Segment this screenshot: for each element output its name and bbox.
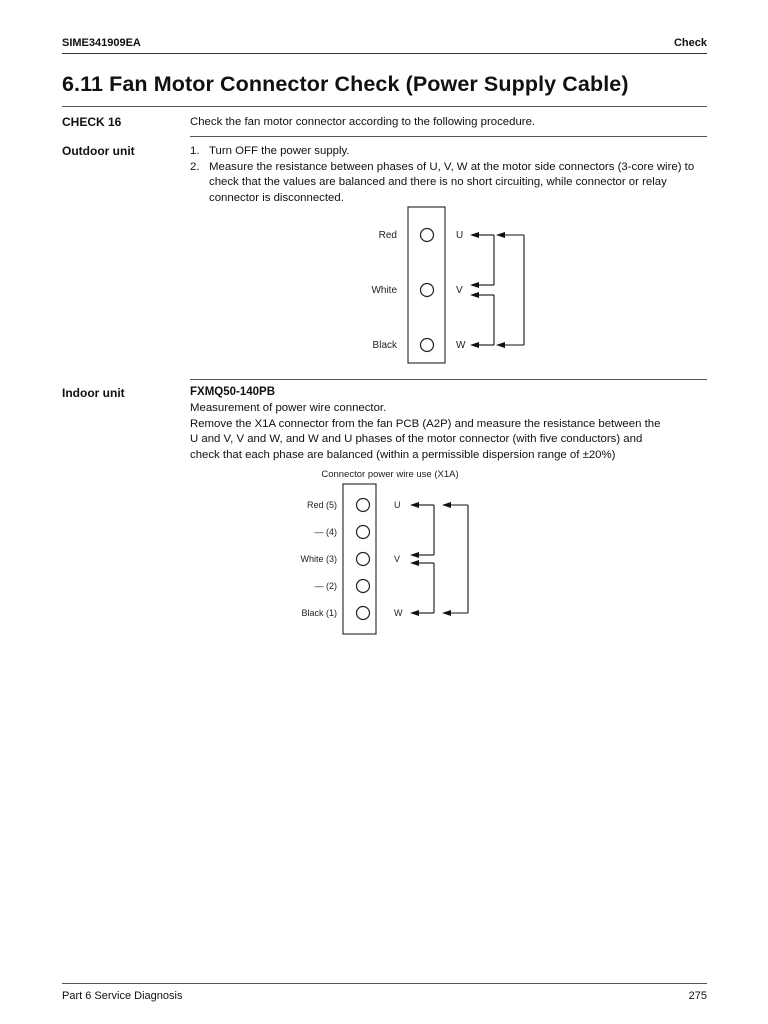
phase-label: W	[394, 608, 403, 618]
header-rule	[62, 53, 707, 54]
check-label: CHECK 16	[62, 115, 122, 129]
measurement-bracket	[478, 235, 524, 345]
outdoor-unit-label: Outdoor unit	[62, 144, 135, 158]
arrowheads	[410, 502, 451, 616]
diagram-caption: Connector power wire use (X1A)	[321, 469, 459, 480]
pin-label: — (4)	[314, 527, 337, 537]
indoor-paragraph	[190, 401, 710, 463]
page-title: 6.11 Fan Motor Connector Check (Power Supply Cable)	[62, 72, 629, 96]
phase-label: U	[394, 500, 401, 510]
phase-label: V	[456, 285, 463, 296]
wire-label: White	[371, 285, 397, 296]
footer-part: Part 6 Service Diagnosis	[62, 990, 183, 1002]
pin-circle	[357, 607, 370, 620]
section-name: Check	[673, 37, 707, 49]
pin-circle	[421, 284, 434, 297]
title-rule	[62, 106, 707, 107]
connector-housing	[343, 484, 376, 634]
indoor-connector-diagram	[290, 466, 490, 641]
footer-rule	[62, 983, 707, 984]
outdoor-steps-list	[190, 144, 710, 206]
measurement-bracket	[418, 505, 468, 613]
pin-label: Black (1)	[301, 608, 337, 618]
model-number: FXMQ50-140PB	[190, 386, 276, 398]
paragraph-line: Remove the X1A connector from the fan PCB (A2P) and measure the resistance between the	[190, 417, 661, 430]
phase-label: W	[456, 340, 466, 351]
pin-label: Red (5)	[306, 500, 337, 510]
pin-circle	[421, 339, 434, 352]
document-code: SIME341909EA	[62, 37, 141, 49]
pin-circle	[357, 553, 370, 566]
pin-label: White (3)	[300, 554, 337, 564]
page-number: 275	[688, 990, 707, 1002]
paragraph-line: U and V, V and W, and W and U phases of the motor connector (with five conductors) and	[190, 433, 643, 445]
step-text: Measure the resistance between phases of U, V, W at the motor side connectors (3-core wire) to check that the values are balanced and there is no short circuiting, while connector or relay connector is disconnected.	[209, 160, 695, 204]
pin-circle	[357, 499, 370, 512]
outdoor-rule	[190, 379, 707, 380]
list-item	[190, 144, 710, 160]
paragraph-line: check that each phase are balanced (within a permissible dispersion range of ±20%)	[190, 448, 616, 461]
pin-circle	[357, 526, 370, 539]
step-number: 2.	[190, 160, 200, 173]
indoor-unit-label: Indoor unit	[62, 386, 125, 400]
pin-circle	[357, 580, 370, 593]
arrowheads	[470, 232, 505, 348]
connector-housing	[408, 207, 445, 363]
pin-circle	[421, 229, 434, 242]
wire-label: Black	[372, 340, 397, 351]
check-rule	[190, 136, 707, 137]
outdoor-connector-diagram	[360, 205, 540, 365]
phase-label: V	[394, 554, 401, 564]
phase-label: U	[456, 230, 464, 241]
wire-label: Red	[378, 230, 397, 241]
paragraph-line: Measurement of power wire connector.	[190, 402, 387, 414]
step-number: 1.	[190, 145, 200, 157]
check-text: Check the fan motor connector according to the following procedure.	[190, 116, 536, 128]
step-text: Turn OFF the power supply.	[209, 145, 350, 157]
pin-label: — (2)	[314, 581, 337, 591]
list-item	[190, 160, 710, 207]
